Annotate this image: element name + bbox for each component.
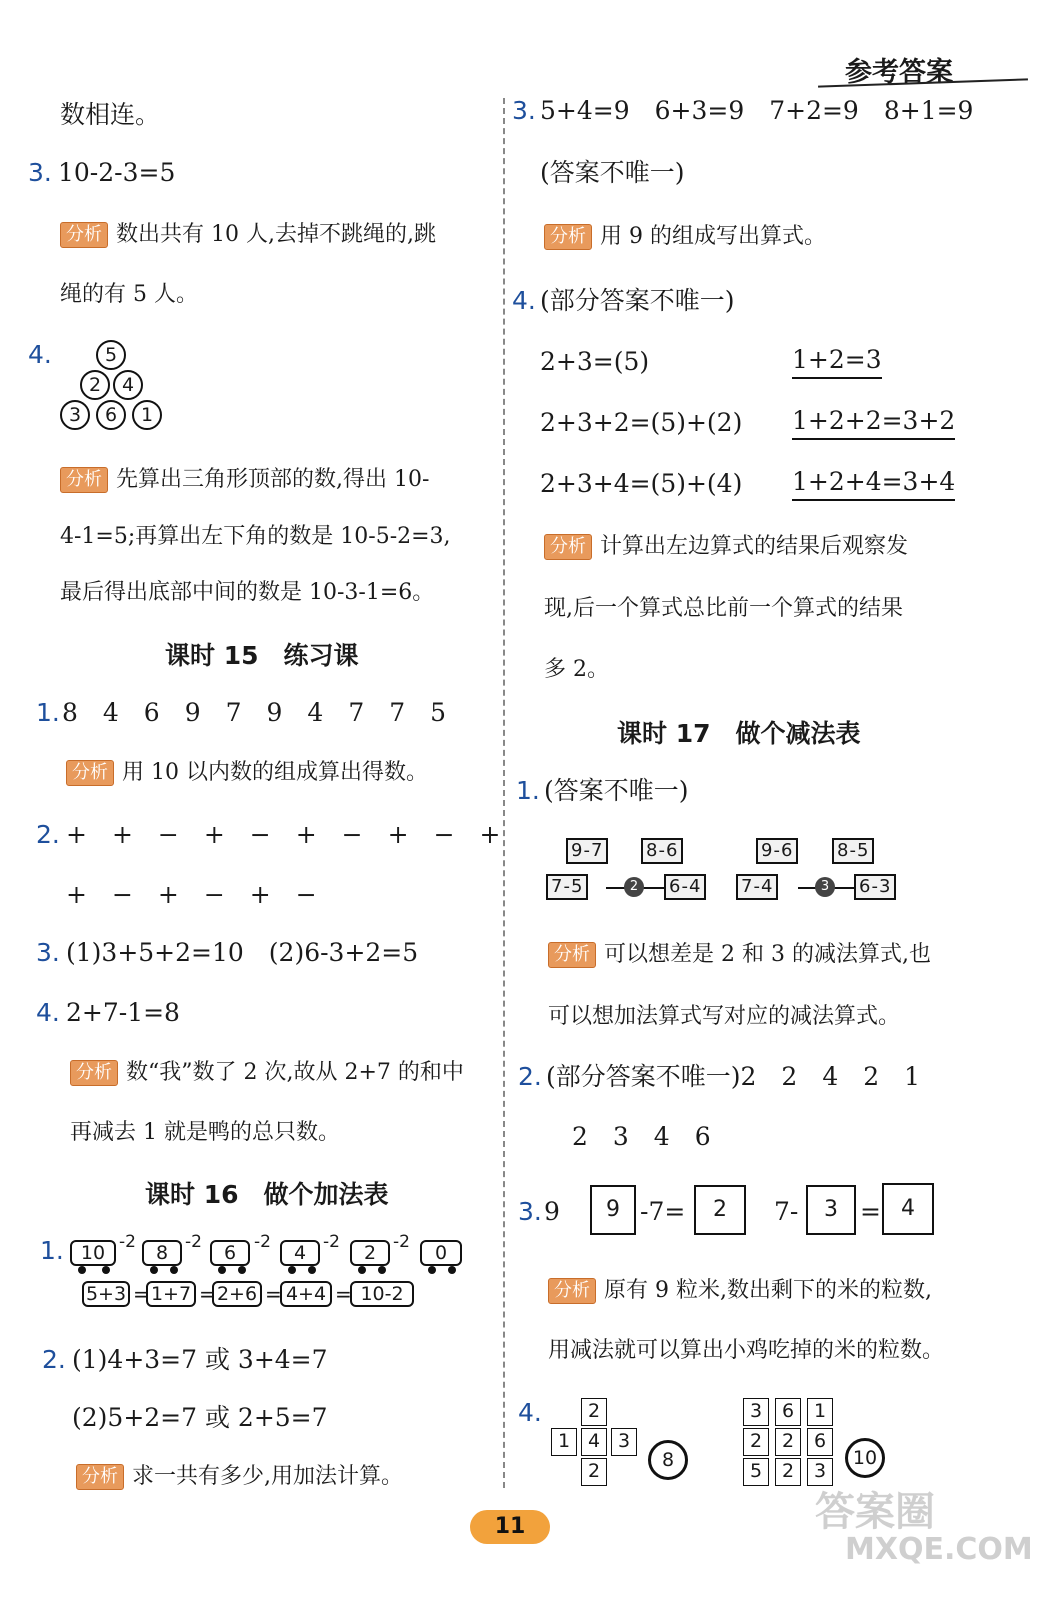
r4-number: 4.	[512, 286, 536, 315]
flower-sum-2: 10	[845, 1438, 885, 1478]
s2-answer-2: 2 3 4 6	[572, 1122, 711, 1151]
triangle-top-circle: 5	[96, 340, 126, 370]
grid-cell: 6	[807, 1428, 833, 1456]
s3-first-value: 9	[544, 1197, 560, 1226]
r3-analysis	[544, 222, 826, 252]
r4-row-1-left: 2+3=(5)	[540, 347, 650, 376]
train-car-6: 0	[420, 1240, 462, 1266]
train-wheel	[428, 1266, 436, 1274]
analysis-tag: 分析	[66, 760, 114, 786]
c2-answer-1: (1)4+3=7 或 3+4=7	[72, 1345, 328, 1374]
train-wheel	[170, 1266, 178, 1274]
analysis-tag: 分析	[60, 222, 108, 248]
train-step-label-4: -2	[323, 1232, 340, 1252]
sub-card-top-1: 9-7	[566, 838, 608, 864]
train-car-4: 4	[280, 1240, 320, 1266]
grid-cell: 2	[775, 1458, 801, 1486]
analysis-text: 可以想差是 2 和 3 的减法算式,也	[604, 942, 931, 967]
train-wheel	[102, 1266, 110, 1274]
page-number: 11	[470, 1510, 550, 1544]
analysis-text: 数出共有 10 人,去掉不跳绳的,跳	[116, 222, 436, 247]
s3-box-4: 4	[882, 1183, 934, 1235]
left-q3-analysis-1	[60, 220, 436, 250]
lesson-17-heading: 课时 17 做个减法表	[617, 719, 861, 748]
sum-card-2: 1+7	[146, 1281, 196, 1307]
s3-seven-minus: 7-	[774, 1197, 799, 1226]
train-car-3: 6	[210, 1240, 250, 1266]
s3-minus-seven: -7=	[640, 1197, 686, 1226]
s3-box-2: 2	[694, 1185, 746, 1235]
train-wheel	[378, 1266, 386, 1274]
train-wheel	[448, 1266, 456, 1274]
equals-sign: =	[335, 1282, 352, 1306]
train-wheel	[150, 1266, 158, 1274]
cross-center-cell: 4	[581, 1428, 607, 1456]
train-wheel	[78, 1266, 86, 1274]
r4-row-3-left: 2+3+4=(5)+(4)	[540, 469, 743, 498]
column-divider	[503, 98, 505, 1488]
s3-box-3: 3	[806, 1185, 856, 1235]
r4-analysis-3: 多 2。	[544, 657, 609, 682]
s3-analysis-1	[548, 1276, 932, 1306]
analysis-tag: 分析	[70, 1060, 118, 1086]
p2-answer-line-2: + − + − + −	[66, 880, 317, 909]
grid-cell: 1	[807, 1398, 833, 1426]
sub-card-top-4: 8-5	[832, 838, 874, 864]
train-step-label-3: -2	[254, 1232, 271, 1252]
r3-number: 3.	[512, 96, 536, 125]
s4-number: 4.	[518, 1398, 542, 1427]
p2-number: 2.	[36, 820, 60, 849]
r4-note: (部分答案不唯一)	[540, 286, 735, 315]
left-line-1: 数相连。	[60, 100, 161, 129]
train-wheel	[218, 1266, 226, 1274]
grid-cell: 5	[743, 1458, 769, 1486]
analysis-tag: 分析	[548, 942, 596, 968]
r4-row-2-left: 2+3+2=(5)+(2)	[540, 408, 743, 437]
answer-key-header: 参考答案	[845, 57, 953, 88]
triangle-mid-left-circle: 2	[80, 370, 110, 400]
s3-analysis-2: 用减法就可以算出小鸡吃掉的米的粒数。	[548, 1338, 945, 1363]
s3-box-1: 9	[590, 1185, 636, 1235]
watermark-logo: 答案圈	[815, 1489, 935, 1535]
p3-number: 3.	[36, 938, 60, 967]
flower-sum-1: 8	[648, 1440, 688, 1480]
train-wheel	[358, 1266, 366, 1274]
p4-analysis-2: 再减去 1 就是鸭的总只数。	[70, 1120, 340, 1145]
r4-analysis-2: 现,后一个算式总比前一个算式的结果	[544, 596, 903, 621]
left-q4-analysis-3: 最后得出底部中间的数是 10-3-1=6。	[60, 580, 435, 605]
p1-answer: 8 4 6 9 7 9 4 7 7 5	[62, 698, 447, 727]
train-car-5: 2	[350, 1240, 390, 1266]
sum-card-1: 5+3	[82, 1281, 130, 1307]
equals-sign: =	[133, 1282, 150, 1306]
r4-row-3-right: 1+2+4=3+4	[792, 467, 955, 501]
train-step-label-1: -2	[119, 1232, 136, 1252]
grid-cell: 3	[807, 1458, 833, 1486]
c2-analysis	[76, 1462, 403, 1492]
s3-number: 3.	[518, 1197, 542, 1226]
train-step-label-5: -2	[393, 1232, 410, 1252]
analysis-text: 先算出三角形顶部的数,得出 10-	[116, 467, 430, 492]
p1-analysis	[66, 758, 428, 788]
triangle-bottom-mid-circle: 6	[96, 400, 126, 430]
train-car-1: 10	[70, 1240, 116, 1266]
sub-card-top-2: 8-6	[641, 838, 683, 864]
lesson-16-heading: 课时 16 做个加法表	[145, 1180, 389, 1209]
analysis-text: 数“我”数了 2 次,故从 2+7 的和中	[126, 1060, 464, 1085]
left-q4-analysis-2: 4-1=5;再算出左下角的数是 10-5-2=3,	[60, 524, 451, 549]
analysis-text: 计算出左边算式的结果后观察发	[600, 534, 909, 559]
left-q4-analysis-1	[60, 465, 429, 495]
r3-answer: 5+4=9 6+3=9 7+2=9 8+1=9	[540, 96, 974, 125]
grid-cell: 6	[775, 1398, 801, 1426]
r4-row-1-right: 1+2=3	[792, 345, 882, 379]
sum-card-4: 4+4	[280, 1281, 332, 1307]
cross-bottom-cell: 2	[581, 1458, 607, 1486]
p2-answer-line-1: + + − + − + − + − +	[66, 820, 501, 849]
train-wheel	[238, 1266, 246, 1274]
triangle-bottom-right-circle: 1	[132, 400, 162, 430]
analysis-tag: 分析	[548, 1278, 596, 1304]
s1-number: 1.	[516, 776, 540, 805]
p4-analysis-1	[70, 1058, 464, 1088]
s2-answer-1: (部分答案不唯一)2 2 4 2 1	[546, 1062, 921, 1091]
s3-equals: =	[860, 1197, 881, 1226]
left-q3-number: 3.	[28, 158, 52, 187]
c1-number: 1.	[40, 1236, 64, 1265]
triangle-bottom-left-circle: 3	[60, 400, 90, 430]
left-q3-analysis-2: 绳的有 5 人。	[60, 282, 198, 307]
train-step-label-2: -2	[185, 1232, 202, 1252]
analysis-text: 用 9 的组成写出算式。	[600, 224, 826, 249]
s1-analysis-2: 可以想加法算式写对应的减法算式。	[548, 1004, 901, 1029]
train-wheel	[288, 1266, 296, 1274]
analysis-text: 求一共有多少,用加法计算。	[132, 1464, 403, 1489]
difference-dot-1: 2	[624, 877, 644, 897]
analysis-tag: 分析	[60, 467, 108, 493]
r4-row-2-right: 1+2+2=3+2	[792, 406, 955, 440]
cross-right-cell: 3	[611, 1428, 637, 1456]
sub-card-top-3: 9-6	[756, 838, 798, 864]
grid-cell: 3	[743, 1398, 769, 1426]
grid-cell: 2	[775, 1428, 801, 1456]
analysis-text: 用 10 以内数的组成算出得数。	[122, 760, 428, 785]
s2-number: 2.	[518, 1062, 542, 1091]
p4-answer: 2+7-1=8	[66, 998, 180, 1027]
sub-card-bottom-2: 6-4	[664, 874, 706, 900]
difference-dot-2: 3	[815, 877, 835, 897]
triangle-mid-right-circle: 4	[113, 370, 143, 400]
p3-answer: (1)3+5+2=10 (2)6-3+2=5	[66, 938, 419, 967]
left-q4-number: 4.	[28, 340, 52, 369]
train-wheel	[308, 1266, 316, 1274]
s1-note: (答案不唯一)	[544, 776, 689, 805]
cross-top-cell: 2	[581, 1398, 607, 1426]
c2-answer-2: (2)5+2=7 或 2+5=7	[72, 1403, 328, 1432]
lesson-15-heading: 课时 15 练习课	[165, 641, 359, 670]
sum-card-5: 10-2	[350, 1281, 414, 1307]
analysis-text: 原有 9 粒米,数出剩下的米的粒数,	[604, 1278, 932, 1303]
p4-number: 4.	[36, 998, 60, 1027]
analysis-tag: 分析	[544, 534, 592, 560]
grid-cell: 2	[743, 1428, 769, 1456]
sub-card-bottom-4: 6-3	[854, 874, 896, 900]
sub-card-bottom-1: 7-5	[546, 874, 588, 900]
r4-analysis-1	[544, 532, 908, 562]
train-car-2: 8	[142, 1240, 182, 1266]
r3-note: (答案不唯一)	[540, 158, 685, 187]
sub-card-bottom-3: 7-4	[736, 874, 778, 900]
sum-card-3: 2+6	[212, 1281, 262, 1307]
equals-sign: =	[199, 1282, 216, 1306]
c2-number: 2.	[42, 1345, 66, 1374]
analysis-tag: 分析	[544, 224, 592, 250]
p1-number: 1.	[36, 698, 60, 727]
s1-analysis-1	[548, 940, 931, 970]
cross-left-cell: 1	[551, 1428, 577, 1456]
watermark-site: MXQE.COM	[845, 1532, 1033, 1567]
analysis-tag: 分析	[76, 1464, 124, 1490]
left-q3-answer: 10-2-3=5	[58, 158, 176, 187]
equals-sign: =	[265, 1282, 282, 1306]
